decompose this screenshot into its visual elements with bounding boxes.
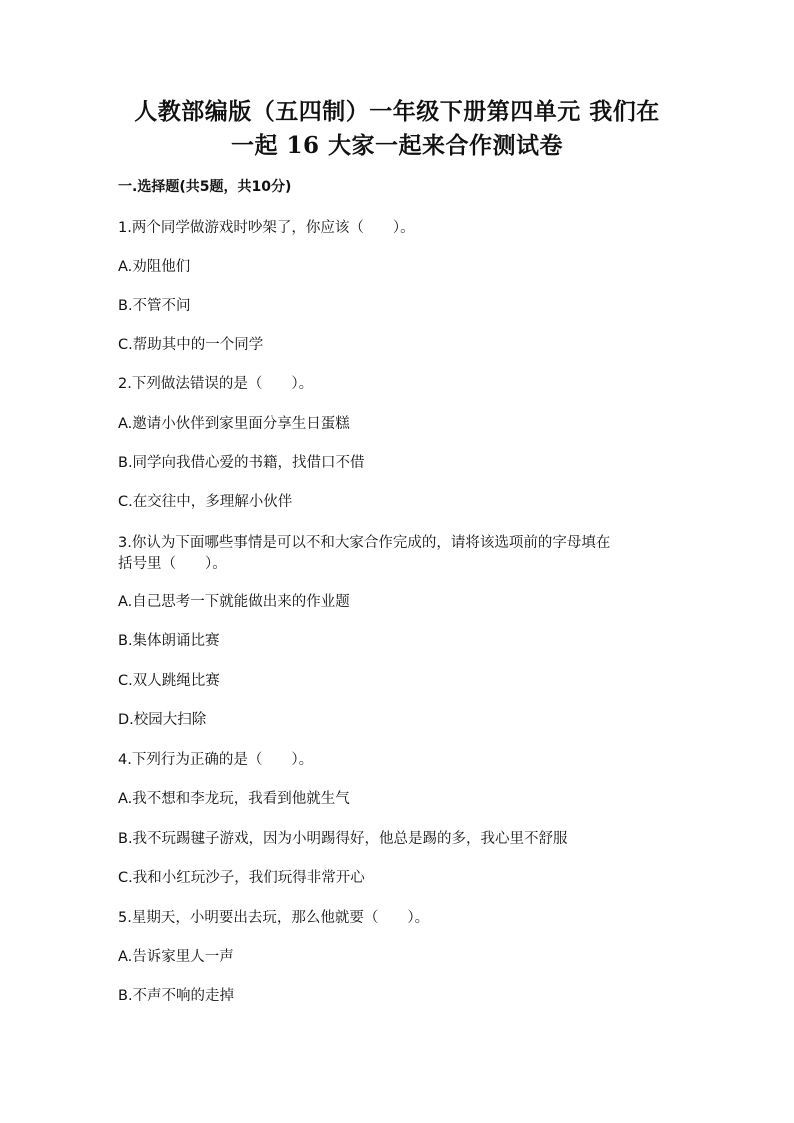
question-2-option-c: C.在交往中，多理解小伙伴 [118, 494, 293, 510]
question-5-stem: 5.星期天，小明要出去玩，那么他就要（ ）。 [118, 910, 430, 926]
document-title-line-2: 一起 16 大家一起来合作测试卷 [230, 132, 564, 159]
question-2-stem: 2.下列做法错误的是（ ）。 [118, 376, 314, 392]
question-3-option-c: C.双人跳绳比赛 [118, 673, 220, 689]
question-1-option-c: C.帮助其中的一个同学 [118, 337, 264, 353]
question-4-option-c: C.我和小红玩沙子，我们玩得非常开心 [118, 870, 365, 886]
document-title-line-1: 人教部编版（五四制）一年级下册第四单元 我们在 [134, 98, 660, 125]
question-2-option-a: A.邀请小伙伴到家里面分享生日蛋糕 [118, 416, 350, 432]
question-4-stem: 4.下列行为正确的是（ ）。 [118, 752, 314, 768]
question-3-stem-line-1: 3.你认为下面哪些事情是可以不和大家合作完成的，请将该选项前的字母填在 [118, 535, 611, 551]
question-3-stem-line-2: 括号里（ ）。 [118, 556, 227, 572]
question-3-option-d: D.校园大扫除 [118, 712, 207, 728]
question-3-option-a: A.自己思考一下就能做出来的作业题 [118, 594, 350, 610]
question-3-option-b: B.集体朗诵比赛 [118, 633, 220, 649]
question-1-stem: 1.两个同学做游戏时吵架了，你应该（ ）。 [118, 220, 415, 236]
question-1-option-b: B.不管不问 [118, 298, 191, 314]
question-5-option-a: A.告诉家里人一声 [118, 949, 234, 965]
question-4-option-a: A.我不想和李龙玩，我看到他就生气 [118, 791, 350, 807]
question-1-option-a: A.劝阻他们 [118, 259, 191, 275]
question-4-option-b: B.我不玩踢毽子游戏，因为小明踢得好，他总是踢的多，我心里不舒服 [118, 831, 568, 847]
section-heading: 一.选择题(共5题，共10分) [118, 179, 292, 195]
question-5-option-b: B.不声不响的走掉 [118, 988, 235, 1004]
question-2-option-b: B.同学向我借心爱的书籍，找借口不借 [118, 455, 365, 471]
